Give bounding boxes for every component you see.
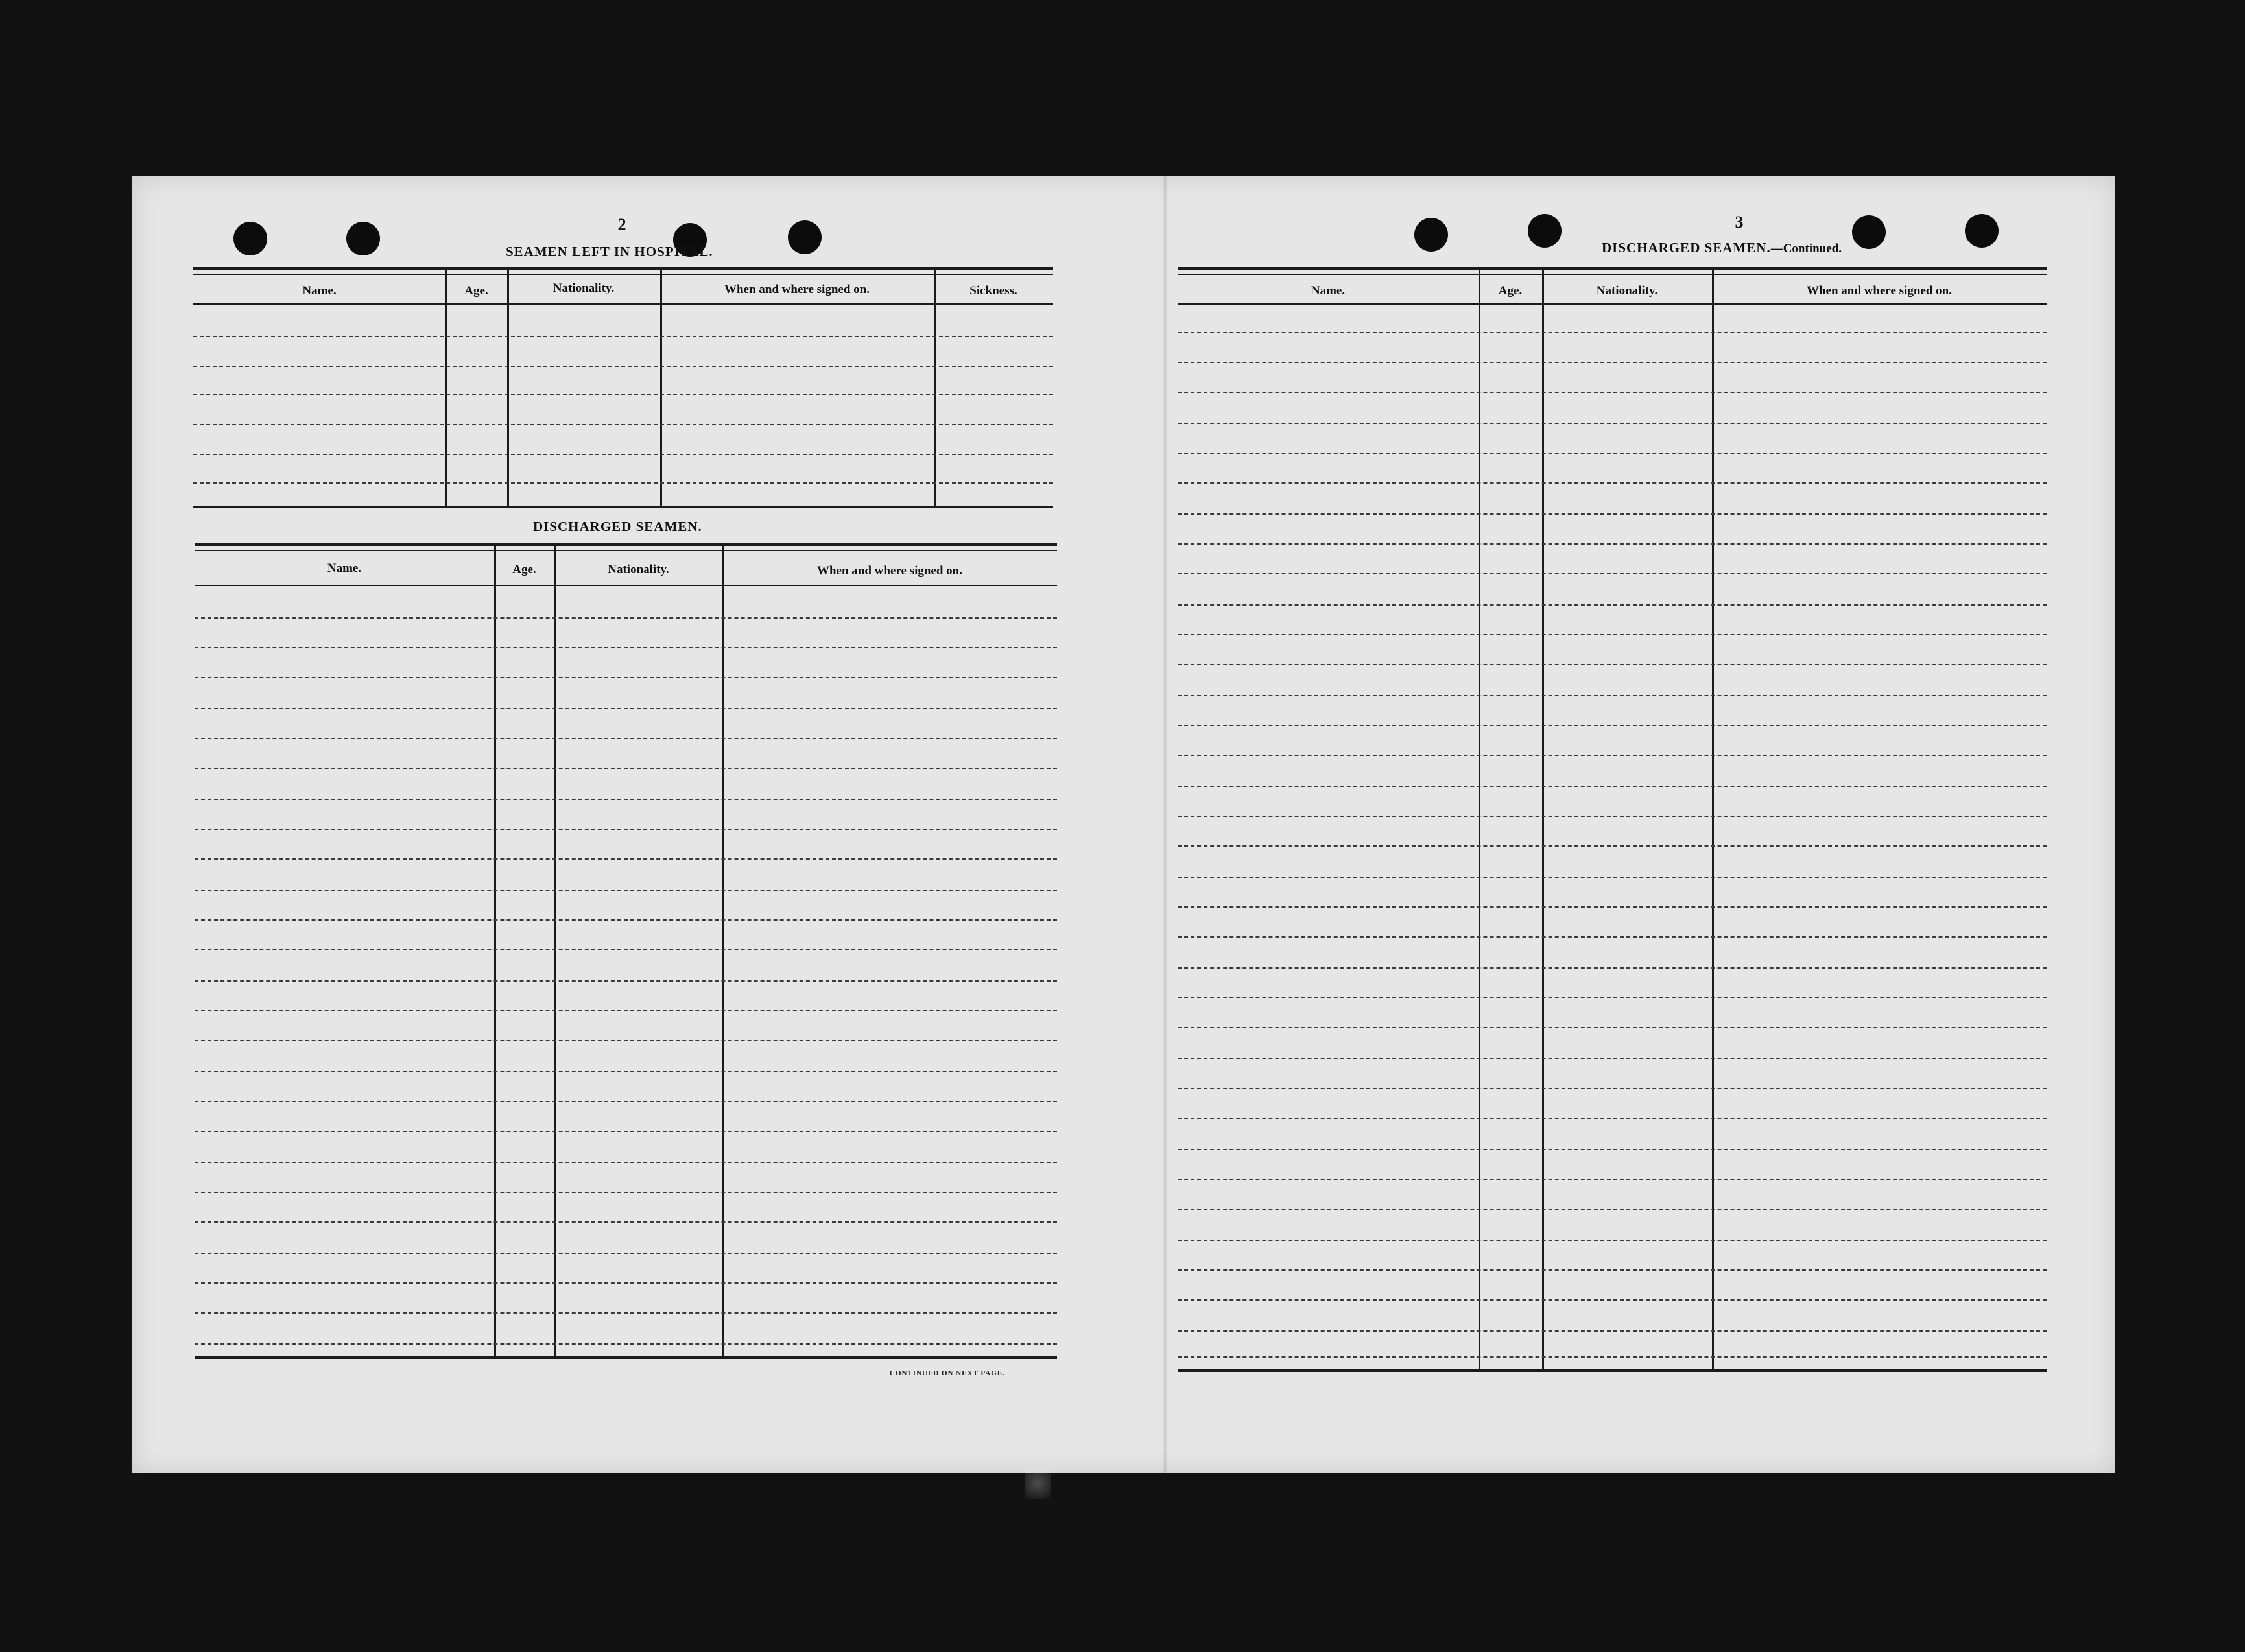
- discharged-continued-title: [1602, 240, 1842, 256]
- page-number: 2: [617, 215, 626, 234]
- left-page: [132, 176, 1163, 1473]
- column-header-sickness: Sickness.: [969, 284, 1017, 298]
- column-header-nationality: Nationality.: [552, 281, 615, 295]
- column-header-age: Age.: [464, 284, 488, 298]
- discharged-table: [195, 543, 1057, 1367]
- scan-artifact: [1025, 1467, 1051, 1499]
- continued-footer: CONTINUED ON NEXT PAGE.: [890, 1369, 1005, 1377]
- column-header-age: Age.: [512, 563, 536, 576]
- column-header-signed-on: When and where signed on.: [724, 283, 870, 296]
- column-header-age: Age.: [1498, 284, 1523, 298]
- section-title-main: DISCHARGED SEAMEN.: [1602, 240, 1771, 255]
- column-header-signed-on: When and where signed on.: [1806, 284, 1952, 298]
- column-header-signed-on: When and where signed on.: [816, 564, 962, 578]
- discharged-section-title: DISCHARGED SEAMEN.: [533, 519, 702, 534]
- hospital-section-title: SEAMEN LEFT IN HOSPITAL.: [506, 244, 713, 259]
- discharged-continued-table: [1178, 267, 2047, 1382]
- document-sheet: [132, 176, 2115, 1473]
- right-page: [1167, 176, 2115, 1473]
- page-number: 3: [1735, 213, 1744, 231]
- column-header-nationality: Nationality.: [1596, 284, 1658, 298]
- column-header-name: Name.: [1311, 284, 1346, 298]
- column-header-nationality: Nationality.: [608, 563, 669, 576]
- column-header-name: Name.: [302, 284, 337, 298]
- hospital-table: [193, 267, 1053, 410]
- column-header-name: Name.: [327, 561, 362, 575]
- section-title-suffix: —Continued.: [1770, 242, 1842, 255]
